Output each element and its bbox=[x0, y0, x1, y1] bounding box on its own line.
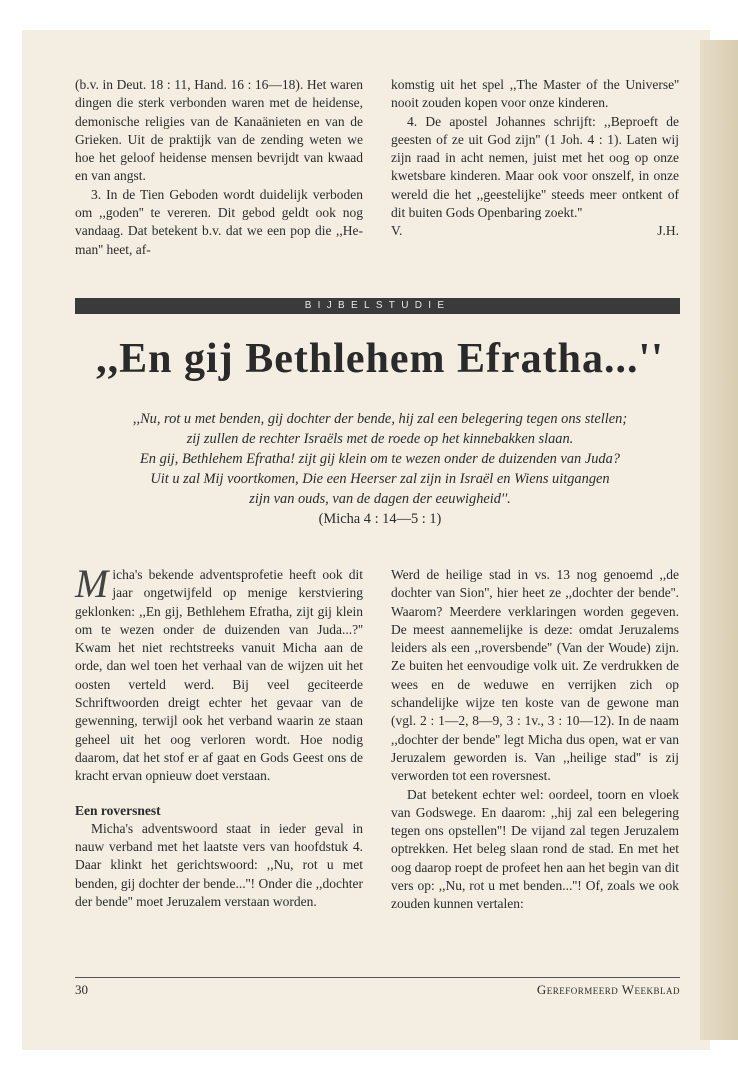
intro-text: icha's bekende adventsprofetie heeft ook dit jaar ongetwijfeld op menige kerstviering geklonken: ,,En gij, Bethlehem Efratha, zijt gij klein om te wezen onder de duizenden van Juda...?'' Kwam het niet rechtstreeks vanuit Micha aan de orde, dan wel toen het verhaal van de wijzen uit het oosten verteld werd. Bij veel geciteerde Schriftwoorden dreigt echter het gevaar van de gewenning, terwijl ook het verband waarin ze staan geheel uit het oog verloren wordt. Hoe nodig daarom, dat het stof er af gaat en Gods Geest ons de kracht ervan opnieuw doet verstaan. bbox=[75, 567, 363, 784]
section-banner: BIJBELSTUDIE bbox=[75, 298, 680, 314]
quote-line: Uit u zal Mij voortkomen, Die een Heerser zal zijn in Israël en Wiens uitgangen bbox=[150, 471, 610, 487]
quote-line: zij zullen de rechter Israëls met de roede op het kinnebakken slaan. bbox=[186, 431, 574, 447]
drop-cap: M bbox=[75, 561, 109, 606]
top-left-column bbox=[75, 76, 363, 259]
body-paragraph: Dat betekent echter wel: oordeel, toorn en vloek van Godswege. En daarom: ,,hij zal een belegering tegen ons opstellen''! De vijand zal tegen Jeruzalem optrekken. Het beleg slaan rond de stad. En met het oog daarop roept de profeet hen aan het begin van dit vers op: ,,Nu, rot u met benden...''! Of, zoals we ook zouden kunnen vertalen: bbox=[391, 786, 679, 912]
body-paragraph: Micha's adventswoord staat in ieder geval in nauw verband met het laatste vers van hoofdstuk 4. Daar klinkt het gerichtswoord: ,,Nu, rot u met benden, gij dochter der bende...''! Onder die ,,dochter der bende'' moet Jeruzalem verstaan worden. bbox=[75, 820, 363, 910]
article-title: ,,En gij Bethlehem Efratha...'' bbox=[96, 336, 664, 382]
quote-line: ,,Nu, rot u met benden, gij dochter der bende, hij zal een belegering tegen ons stellen; bbox=[132, 411, 628, 427]
signature-line bbox=[391, 222, 679, 240]
footer-rule bbox=[75, 977, 680, 978]
author-initials: J.H. bbox=[657, 223, 679, 239]
bottom-left-column bbox=[75, 561, 363, 911]
top-right-paragraph: komstig uit het spel ,,The Master of the Universe'' nooit zouden kopen voor onze kinderen. bbox=[391, 77, 679, 111]
page-edge bbox=[700, 40, 738, 1040]
signature-initial: V. bbox=[391, 223, 403, 239]
top-left-paragraph: (b.v. in Deut. 18 : 11, Hand. 16 : 16—18). Het waren dingen die sterk verbonden waren met de heidense, demonische religies van de Kanaänieten en van de Grieken. Uit de praktijk van de zending weten we hoe het geloof heidense mensen bevrijdt van kwaad en van angst. bbox=[75, 77, 363, 184]
body-paragraph: Werd de heilige stad in vs. 13 nog genoemd ,,de dochter van Sion'', hier heet ze ,,dochter der bende''. Waarom? Meerdere verklaringen worden gegeven. De meest aannemelijke is deze: omdat Jeruzalems leiders als een ,,roversbende'' (Van der Woude) zijn. Ze buiten het eenvoudige volk uit. Ze verdrukken de wees en de weduwe en verrijken zich op schandelijke wijze ten koste van de gewone man (vgl. 2 : 1—2, 8—9, 3 : 1v., 3 : 10—12). In de naam ,,dochter der bende'' legt Micha dus open, wat er van Jeruzalem geworden is. Van ,,heilige stad'' is zij verworden tot een roversnest. bbox=[391, 567, 679, 784]
quote-reference: (Micha 4 : 14—5 : 1) bbox=[318, 511, 442, 527]
intro-paragraph bbox=[75, 561, 363, 786]
quote-line: zijn van ouds, van de dagen der eeuwigheid''. bbox=[249, 491, 511, 507]
page-number: 30 bbox=[75, 982, 88, 997]
bottom-right-column bbox=[391, 566, 679, 914]
top-right-column bbox=[391, 76, 679, 241]
publication-name: Gereformeerd Weekblad bbox=[536, 982, 680, 997]
subheading: Een roversnest bbox=[75, 802, 161, 818]
scripture-quote bbox=[70, 409, 690, 529]
top-left-paragraph: 3. In de Tien Geboden wordt duidelijk verboden om ,,goden'' te vereren. Dit gebod geldt ook nog vandaag. Dat betekent b.v. dat we een pop die ,,He-man'' heet, af- bbox=[75, 186, 363, 257]
quote-line: En gij, Bethlehem Efratha! zijt gij klein om te wezen onder de duizenden van Juda? bbox=[140, 451, 620, 467]
top-right-paragraph: 4. De apostel Johannes schrijft: ,,Beproeft de geesten of ze uit God zijn'' (1 Joh. 4 : 1). Laten wij zijn raad in acht nemen, juist met het oog op onze kwetsbare kinderen. Maar ook voor onszelf, in onze wereld die het ,,geestelijke'' steeds meer ontkent of dit buiten Gods Openbaring zoekt.'' bbox=[391, 113, 679, 221]
